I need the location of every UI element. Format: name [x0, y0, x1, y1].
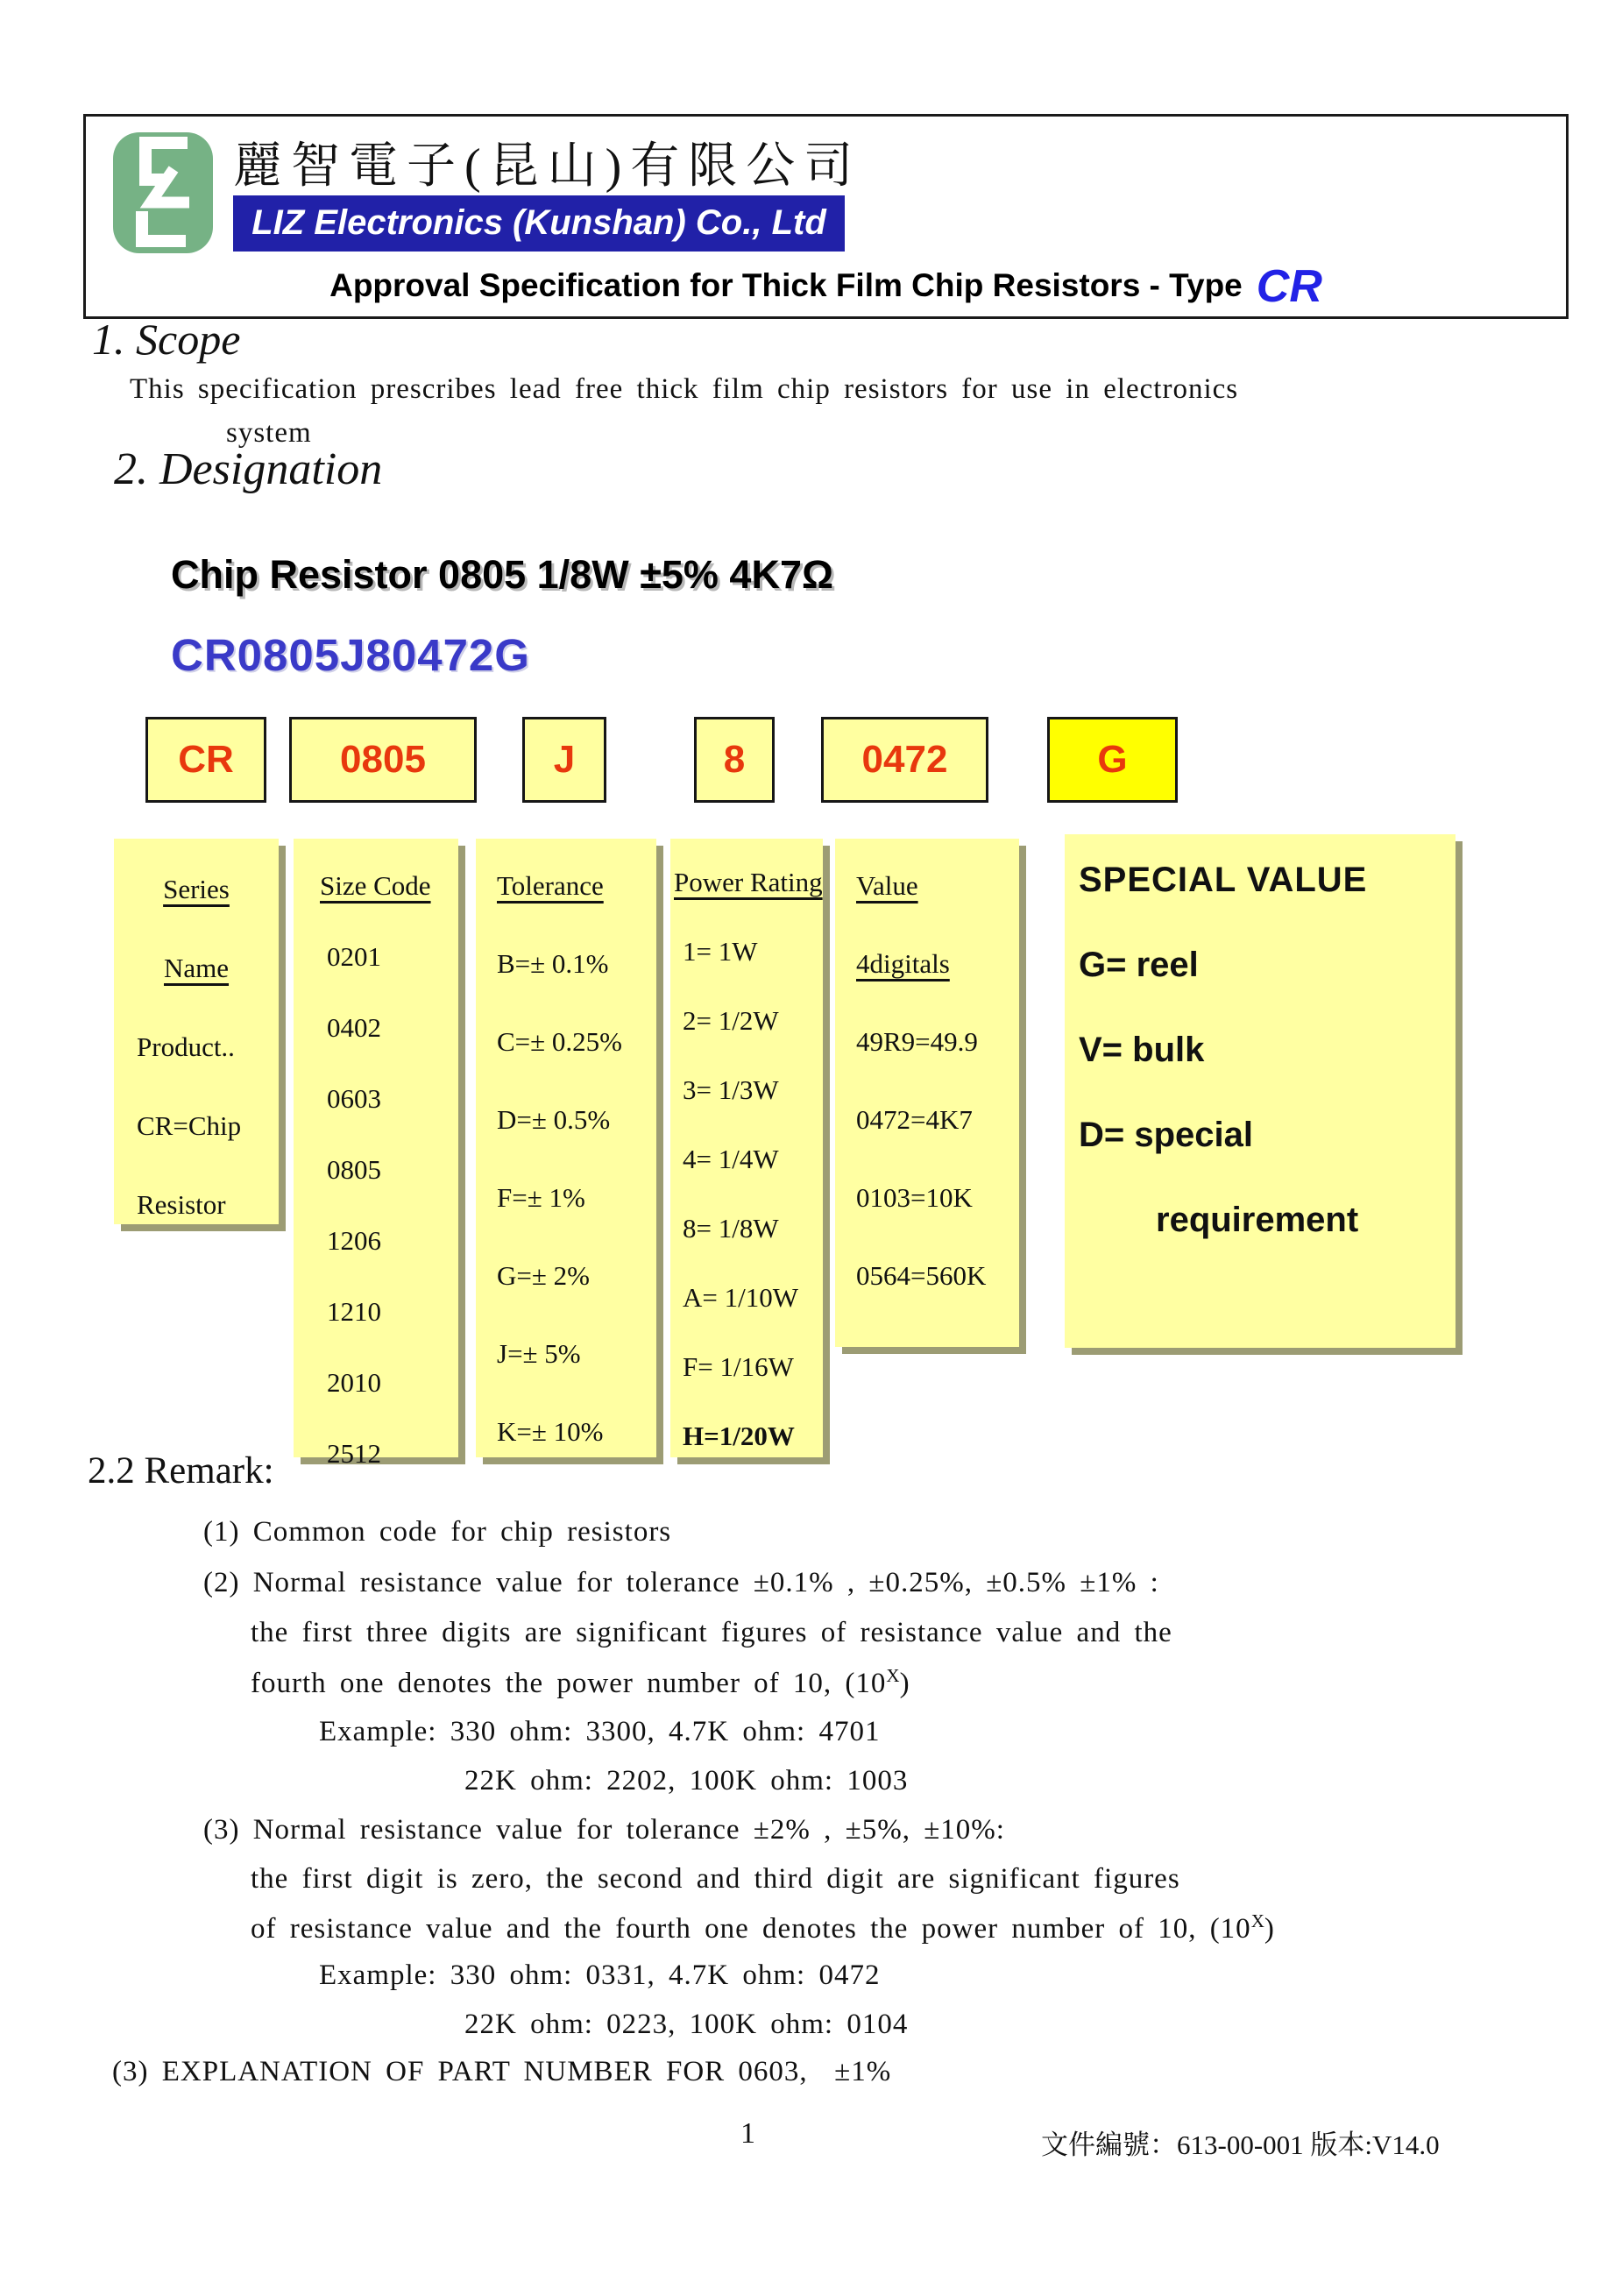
- document-number: 文件編號：613-00-001 版本:V14.0: [1041, 2129, 1440, 2160]
- remark-line-text: (1) Common code for chip resistors: [203, 1516, 672, 1548]
- remark-heading: 2.2 Remark:: [88, 1450, 274, 1492]
- remark-line-text: (3) Normal resistance value for tolerance ±2% , ±5%, ±10%:: [203, 1814, 1005, 1846]
- remark-line-text: 22K ohm: 2202, 100K ohm: 1003: [464, 1765, 909, 1796]
- panel-size-code-item: 1210: [327, 1296, 381, 1327]
- page-number: 1: [740, 2117, 755, 2150]
- panel-special-value-item: V= bulk: [1079, 1031, 1205, 1069]
- panel-power-rating-item-bold: H=1/20W: [683, 1421, 795, 1451]
- remark-line: [464, 1765, 908, 1797]
- remark-line-text: 22K ohm: 0223, 100K ohm: 0104: [464, 2009, 909, 2040]
- remark-line-text: of resistance value and the fourth one denotes the power number of 10, (10: [251, 1913, 1251, 1945]
- code-box-special: G: [1047, 717, 1178, 803]
- panel-series-header1: Series: [163, 874, 230, 904]
- panel-size-code-item: 1206: [327, 1225, 381, 1256]
- panel-power-rating-item: 1= 1W: [683, 936, 758, 967]
- remark-line: [203, 1516, 671, 1548]
- remark-line: [319, 1959, 880, 1992]
- document-title-type: CR: [1256, 261, 1322, 312]
- panel-size-code-item: 2010: [327, 1367, 381, 1398]
- panel-size-code-item: 0201: [327, 941, 381, 972]
- panel-series-item: CR=Chip: [137, 1110, 242, 1141]
- document-title-text: Approval Specification for Thick Film Chip Resistors - Type: [329, 267, 1243, 303]
- panel-special-value-item-continuation: requirement: [1156, 1201, 1359, 1239]
- panel-power-rating-item: 3= 1/3W: [683, 1074, 779, 1105]
- panel-series-item: Product..: [137, 1031, 235, 1062]
- remark-line: [251, 1863, 1180, 1896]
- part-number: CR0805J80472G: [171, 630, 530, 680]
- panel-series-item: Resistor: [137, 1189, 226, 1220]
- panel-power-rating-item: 4= 1/4W: [683, 1144, 779, 1174]
- panel-value-item: 49R9=49.9: [856, 1026, 978, 1057]
- panel-size-code-item: 0603: [327, 1083, 381, 1114]
- panel-size-code: [294, 839, 458, 1469]
- header-box: [83, 114, 1569, 319]
- remark-line: [203, 1567, 1159, 1599]
- panel-special-value-header: SPECIAL VALUE: [1079, 861, 1368, 899]
- remark-line-text: Example: 330 ohm: 0331, 4.7K ohm: 0472: [319, 1959, 881, 1991]
- panel-size-code-item: 2512: [327, 1438, 381, 1469]
- remark-line-text: the first digit is zero, the second and third digit are significant figures: [251, 1863, 1180, 1895]
- panel-size-code-header: Size Code: [320, 870, 431, 901]
- company-name-chinese: 麗智電子(昆山)有限公司: [233, 139, 862, 194]
- panel-power-rating-item: 2= 1/2W: [683, 1005, 779, 1036]
- panel-size-code-item: 0805: [327, 1154, 381, 1185]
- panel-value: [835, 839, 1019, 1347]
- remark-line-text: (2) Normal resistance value for tolerance ±0.1% , ±0.25%, ±0.5% ±1% :: [203, 1567, 1159, 1598]
- panel-size-code-item: 0402: [327, 1012, 381, 1043]
- remark-superscript: X: [886, 1665, 900, 1686]
- remark-line-text: Example: 330 ohm: 3300, 4.7K ohm: 4701: [319, 1716, 881, 1747]
- panel-power-rating-item: A= 1/10W: [683, 1282, 798, 1313]
- panel-power-rating-item: F= 1/16W: [683, 1351, 794, 1382]
- code-box-series: CR: [145, 717, 266, 803]
- scope-text-line2: system: [226, 417, 312, 449]
- remark-line-text: fourth one denotes the power number of 10, (10: [251, 1668, 887, 1699]
- panel-value-item: 0564=560K: [856, 1260, 987, 1291]
- code-box-size: 0805: [289, 717, 477, 803]
- panel-tolerance-item: K=± 10%: [497, 1416, 604, 1447]
- panel-tolerance: [476, 839, 656, 1457]
- code-box-value: 0472: [821, 717, 988, 803]
- designation-heading: 2. Designation: [114, 444, 383, 494]
- remark-line: [464, 2009, 908, 2041]
- panel-tolerance-header: Tolerance: [497, 870, 604, 901]
- panel-tolerance-item: D=± 0.5%: [497, 1104, 611, 1135]
- remark-line: [203, 1814, 1005, 1846]
- scope-text-line1: This specification prescribes lead free thick film chip resistors for use in electronics: [130, 373, 1239, 405]
- panel-special-value-item: D= special: [1079, 1116, 1254, 1154]
- panel-tolerance-item: B=± 0.1%: [497, 948, 609, 979]
- panel-special-value: [1065, 834, 1456, 1348]
- panel-special-value-item: G= reel: [1079, 946, 1199, 984]
- panel-power-rating: [670, 839, 823, 1457]
- panel-value-header: Value: [856, 870, 918, 901]
- panel-tolerance-item: G=± 2%: [497, 1260, 590, 1291]
- remark-line: [251, 1617, 1172, 1649]
- panel-power-rating-item: 8= 1/8W: [683, 1213, 779, 1244]
- remark-line-text: (3) EXPLANATION OF PART NUMBER FOR 0603, ±1%: [112, 2056, 892, 2087]
- product-title: Chip Resistor 0805 1/8W ±5% 4K7Ω: [171, 552, 834, 597]
- panel-value-item: 0103=10K: [856, 1182, 973, 1213]
- remark-line: [251, 1910, 1275, 1945]
- remark-superscript: X: [1250, 1910, 1264, 1931]
- company-name-banner: LIZ Electronics (Kunshan) Co., Ltd: [233, 195, 845, 252]
- remark-line: [251, 1665, 910, 1700]
- scope-heading: 1. Scope: [92, 315, 241, 364]
- panel-tolerance-item: J=± 5%: [497, 1338, 581, 1369]
- panel-tolerance-item: F=± 1%: [497, 1182, 585, 1213]
- panel-series-name: [114, 839, 279, 1224]
- remark-line-tail: ): [899, 1668, 910, 1699]
- panel-tolerance-item: C=± 0.25%: [497, 1026, 622, 1057]
- code-box-tolerance: J: [522, 717, 606, 803]
- panel-value-subheader: 4digitals: [856, 948, 950, 979]
- panel-series-header2: Name: [163, 953, 230, 983]
- document-title: [86, 260, 1566, 313]
- remark-line-text: the first three digits are significant figures of resistance value and the: [251, 1617, 1172, 1648]
- panel-value-item: 0472=4K7: [856, 1104, 973, 1135]
- panel-power-rating-header: Power Rating: [674, 867, 823, 897]
- remark-line-tail: ): [1264, 1913, 1275, 1945]
- remark-line: [319, 1716, 880, 1748]
- code-box-power: 8: [694, 717, 775, 803]
- company-logo-icon: [110, 129, 216, 257]
- remark-line: [112, 2056, 891, 2088]
